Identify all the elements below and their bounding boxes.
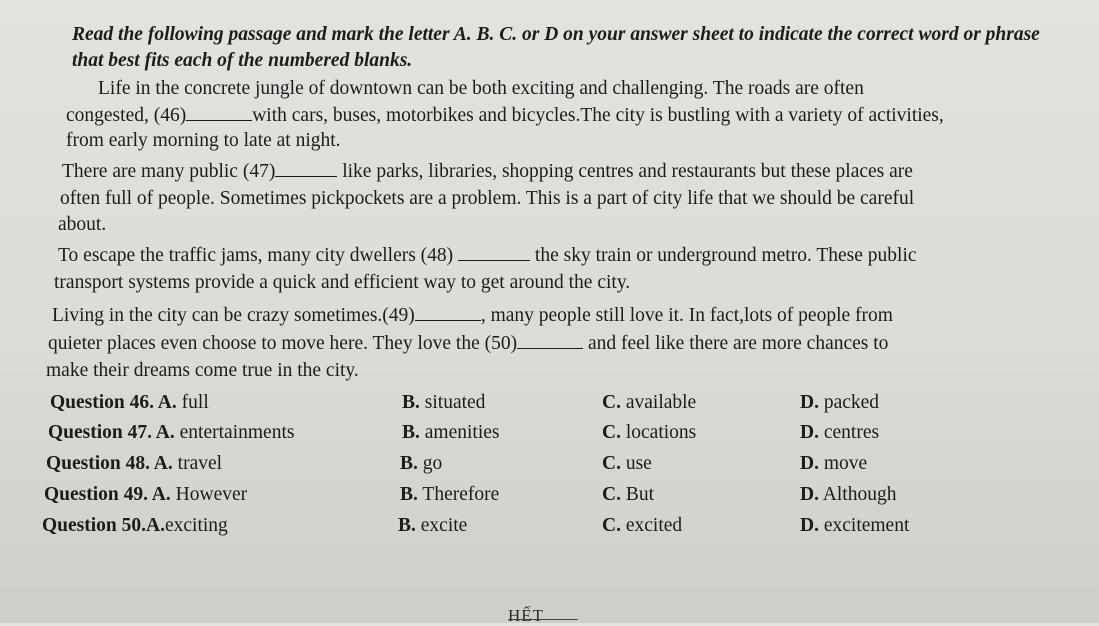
passage-text: Living in the city can be crazy sometimes.(49): [52, 305, 415, 326]
passage-text: There are many public (47): [62, 161, 276, 182]
question-label: Question 49. A. However: [44, 484, 248, 505]
option-c: C. excited: [602, 515, 683, 536]
passage-text: like parks, libraries, shopping centres and restaurants but these places are: [337, 161, 913, 182]
option-d: D. move: [800, 453, 868, 474]
passage-line: [66, 102, 944, 129]
passage-line: make their dreams come true in the city.: [46, 360, 359, 381]
option-b: B. excite: [398, 515, 468, 536]
blank-49: [415, 302, 481, 321]
option-b: B. Therefore: [400, 484, 500, 505]
question-label: Question 46. A. full: [50, 392, 209, 413]
passage-text: and feel like there are more chances to: [583, 333, 889, 354]
footer-end-mark: HẾT: [508, 606, 545, 625]
passage-line: [48, 330, 888, 357]
option-b: B. go: [400, 453, 443, 474]
passage-line: [52, 302, 893, 329]
passage-line: [58, 242, 917, 269]
option-c: C. But: [602, 484, 655, 505]
option-d: D. excitement: [800, 515, 910, 536]
question-label: Question 48. A. travel: [46, 453, 223, 474]
option-d: D. packed: [800, 392, 880, 413]
passage-line: often full of people. Sometimes pickpockets are a problem. This is a part of city life that we should be careful: [60, 188, 915, 209]
passage-text: To escape the traffic jams, many city dwellers (48): [58, 245, 459, 266]
passage-line: Life in the concrete jungle of downtown can be both exciting and challenging. The roads are often: [98, 78, 864, 99]
passage-text: congested, (46): [66, 105, 187, 126]
blank-48: [458, 242, 530, 261]
blank-50: [517, 330, 583, 349]
passage-line: transport systems provide a quick and efficient way to get around the city.: [54, 272, 631, 293]
option-c: C. use: [602, 453, 652, 474]
blank-46: [186, 102, 252, 121]
option-c: C. locations: [602, 422, 697, 443]
passage-line: about.: [58, 214, 107, 235]
passage-line: [62, 158, 913, 185]
question-label: Question 47. A. entertainments: [48, 422, 295, 443]
passage-line: from early morning to late at night.: [66, 130, 341, 151]
passage-text: the sky train or underground metro. These public: [530, 245, 917, 266]
footer-divider: [508, 619, 578, 620]
instructions: Read the following passage and mark the letter A. B. C. or D on your answer sheet to indicate the correct word or phrase that best fits each of the numbered blanks.: [72, 24, 1040, 71]
passage-text: , many people still love it. In fact,lots of people from: [480, 305, 893, 326]
option-d: D. Although: [800, 484, 897, 505]
passage-text: quieter places even choose to move here. They love the (50): [48, 333, 518, 354]
option-b: B. situated: [402, 392, 486, 413]
question-label: Question 50.A.exciting: [42, 515, 228, 536]
blank-47: [275, 158, 337, 177]
option-c: C. available: [602, 392, 697, 413]
option-d: D. centres: [800, 422, 880, 443]
option-b: B. amenities: [402, 422, 500, 443]
passage-text: with cars, buses, motorbikes and bicycles.The city is bustling with a variety of activities,: [252, 105, 944, 126]
